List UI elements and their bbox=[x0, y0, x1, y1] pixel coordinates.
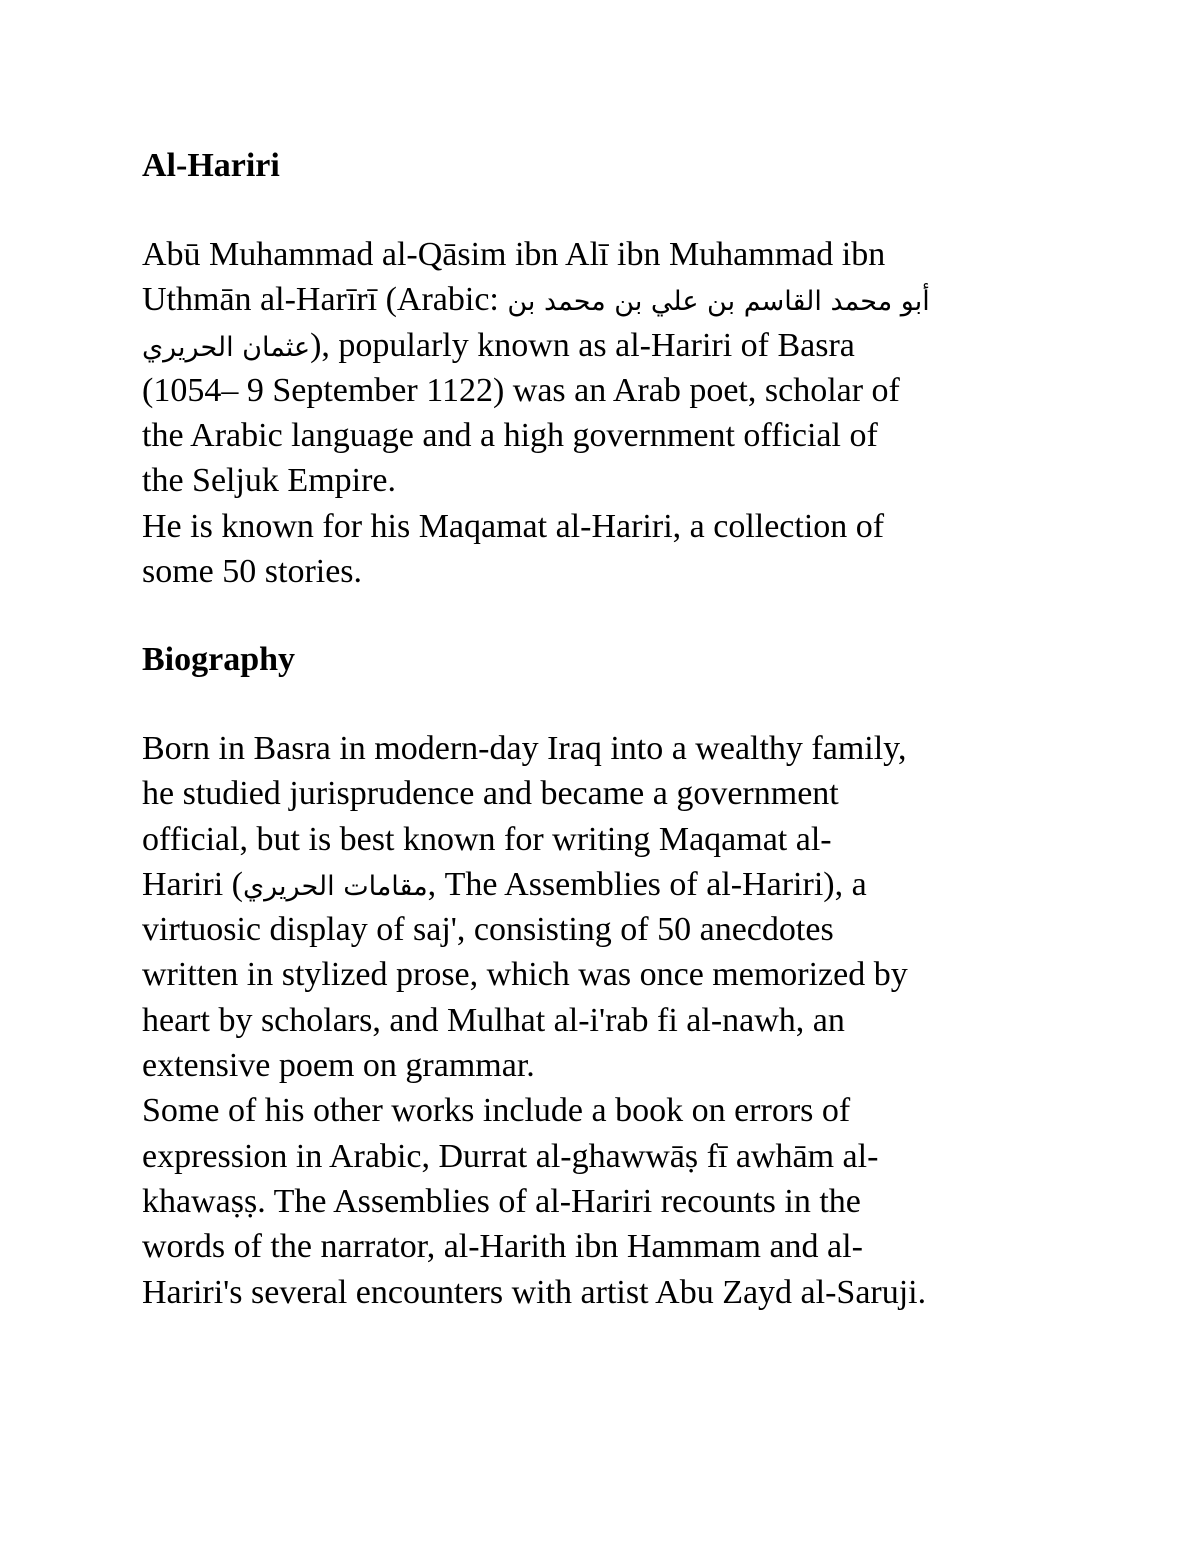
line-text: the Seljuk Empire. bbox=[142, 462, 397, 500]
biography-line bbox=[142, 907, 1062, 952]
biography-line bbox=[142, 1088, 1062, 1133]
biography-line bbox=[142, 771, 1062, 816]
line-text: written in stylized prose, which was once memorized by bbox=[142, 956, 908, 994]
biography-line bbox=[142, 1134, 1062, 1179]
biography-line bbox=[142, 952, 1062, 997]
line-text: (1054– 9 September 1122) was an Arab poet, scholar of bbox=[142, 371, 900, 409]
biography-line bbox=[142, 998, 1062, 1043]
biography-line bbox=[142, 817, 1062, 862]
intro-line bbox=[142, 458, 1062, 503]
line-text: Born in Basra in modern-day Iraq into a wealthy family, bbox=[142, 730, 907, 767]
line-text: ), popularly known as al-Hariri of Basra bbox=[310, 326, 855, 364]
line-text: official, but is best known for writing Maqamat al- bbox=[142, 820, 832, 858]
line-text: he studied jurisprudence and became a government bbox=[142, 775, 839, 813]
biography-line bbox=[142, 1179, 1062, 1224]
biography-line bbox=[142, 726, 1062, 771]
arabic-name-text: أبو محمد القاسم بن علي بن محمد بن bbox=[507, 286, 930, 318]
line-text: Hariri ( bbox=[142, 865, 244, 903]
arabic-name-text: عثمان الحريري bbox=[142, 331, 311, 363]
biography-paragraph bbox=[142, 726, 1062, 1315]
biography-line bbox=[142, 862, 1062, 907]
line-text: Hariri's several encounters with artist Abu Zayd al-Saruji. bbox=[142, 1273, 927, 1311]
biography-line bbox=[142, 1224, 1062, 1269]
intro-line bbox=[142, 232, 1062, 277]
line-text: the Arabic language and a high government official of bbox=[142, 417, 878, 455]
intro-paragraph bbox=[142, 232, 1062, 594]
arabic-title-text: مقامات الحريري bbox=[243, 870, 428, 902]
intro-line bbox=[142, 504, 1062, 549]
line-text: Abū Muhammad al-Qāsim ibn Alī ibn Muhammad ibn bbox=[142, 236, 886, 273]
line-text: words of the narrator, al-Harith ibn Hammam and al- bbox=[142, 1228, 863, 1266]
line-text: Some of his other works include a book on errors of bbox=[142, 1092, 851, 1130]
intro-line bbox=[142, 277, 1062, 322]
line-text: extensive poem on grammar. bbox=[142, 1047, 535, 1085]
line-text: Uthmān al-Harīrī (Arabic: bbox=[142, 281, 508, 319]
line-text: expression in Arabic, Durrat al-ghawwāṣ fī awhām al- bbox=[142, 1137, 879, 1175]
line-text: heart by scholars, and Mulhat al-i'rab fi al-nawh, an bbox=[142, 1001, 845, 1039]
intro-line bbox=[142, 549, 1062, 594]
intro-line bbox=[142, 368, 1062, 413]
line-text: He is known for his Maqamat al-Hariri, a collection of bbox=[142, 507, 885, 545]
line-text: virtuosic display of saj', consisting of 50 anecdotes bbox=[142, 911, 834, 949]
line-text: , The Assemblies of al-Hariri), a bbox=[427, 865, 867, 903]
biography-line bbox=[142, 1270, 1062, 1315]
biography-heading: Biography bbox=[142, 641, 296, 678]
page-title: Al-Hariri bbox=[142, 147, 280, 184]
biography-line bbox=[142, 1043, 1062, 1088]
line-text: khawaṣṣ. The Assemblies of al-Hariri recounts in the bbox=[142, 1182, 861, 1220]
intro-line bbox=[142, 323, 1062, 368]
line-text: some 50 stories. bbox=[142, 553, 363, 591]
intro-line bbox=[142, 413, 1062, 458]
